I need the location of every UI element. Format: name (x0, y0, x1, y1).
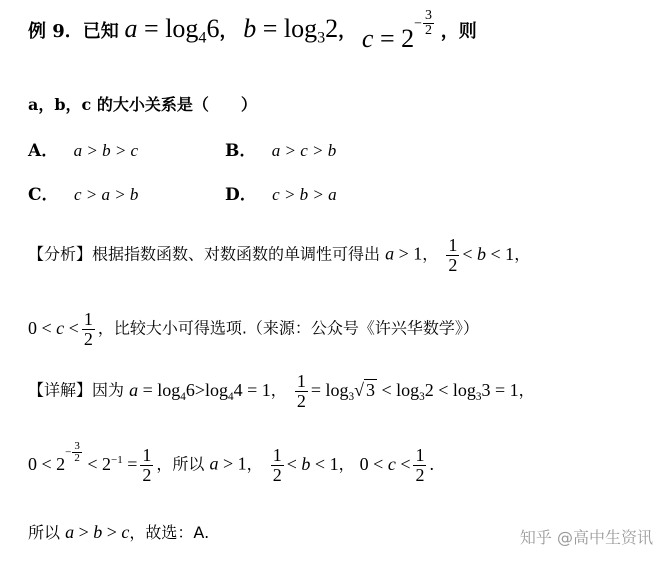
solution-line: 【详解】因为 $a = \log_46>\log_44 = 1$， $\frac{1}{2}$ = $\log_3√$ $3 < \log_32 < \log_33 = 1$， (28, 371, 535, 411)
question-text: a，b，c 的大小关系是（ ） (28, 95, 257, 114)
formula-c: c = 2− $\frac{3}{2}$ (361, 7, 433, 53)
conclusion-line: 所以 a > b > c，故选：A. (28, 522, 210, 542)
option-b: B． a > c > b (225, 141, 337, 161)
analysis-line: 【分析】根据指数函数、对数函数的单调性可得出 a > 1， $\frac{1}{2}$ < b < 1， (28, 235, 531, 275)
analysis-text-2: ，比较大小可得选项.（来源：公众号《许兴华数学》） (97, 318, 479, 338)
solution-tag: 【详解】 (28, 380, 93, 400)
option-d: D． c > b > a (225, 185, 337, 205)
title-line: 例 9．已知 $a = \log_46$， $b = \log_32$， c = 2− $\frac{3}{2}$ ，则 (28, 7, 477, 53)
analysis-text: 根据指数函数、对数函数的单调性可得出 (92, 244, 381, 264)
title-tail: ，则 (440, 21, 477, 42)
example-label: 例 9．已知 (28, 21, 119, 42)
option-c: C． c > a > b (28, 185, 139, 205)
solution-line-2: 0 < 2− $\frac{3}{2}$ < $2^{-1}$ = $\frac{1}{2}$ ，所以 a > 1， $\frac{1}{2}$ < b < 1， 0 < c < $\frac{1}{2}$ . (28, 439, 434, 485)
formula-b: $b = \log_32$ (243, 14, 339, 47)
analysis-tag: 【分析】 (28, 244, 93, 264)
analysis-line-2: 0 < c < $\frac{1}{2}$ ，比较大小可得选项.（来源：公众号《许兴华数学》） (28, 309, 479, 349)
formula-a: $a = \log_46$ (124, 14, 220, 47)
watermark: 知乎 @高中生资讯 (519, 528, 653, 547)
option-a: A． a > b > c (28, 141, 139, 161)
